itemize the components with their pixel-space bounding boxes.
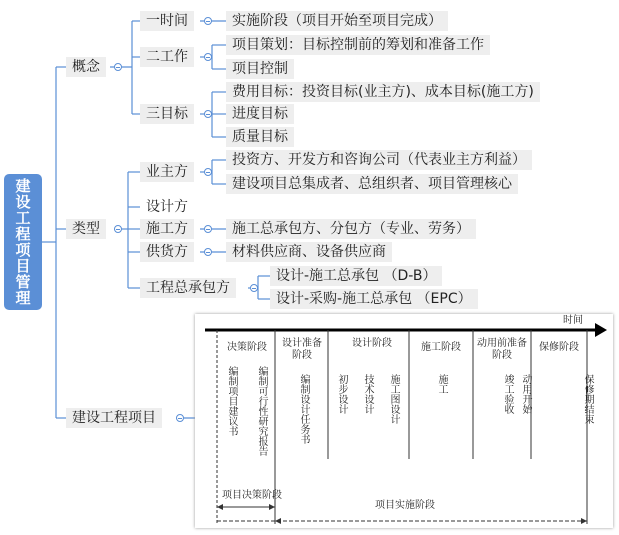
root-node[interactable]: 建设工程项目管理 bbox=[4, 174, 42, 310]
stage-label: 设计阶段 bbox=[352, 338, 392, 349]
task-label: 编制设计任务书 bbox=[298, 374, 309, 444]
node-supplier[interactable]: 供货方 bbox=[140, 242, 194, 262]
node-contractor-item-1[interactable]: 施工总承包方、分包方（专业、劳务） bbox=[226, 219, 476, 239]
node-owner-item-1[interactable]: 投资方、开发方和咨询公司（代表业主方利益） bbox=[226, 150, 532, 170]
task-label: 保修期结束 bbox=[582, 374, 593, 424]
collapse-icon[interactable] bbox=[204, 110, 212, 118]
stage-label: 施工阶段 bbox=[421, 342, 461, 353]
phase-decision-label: 项目决策阶段 bbox=[222, 490, 282, 501]
node-project[interactable]: 建设工程项目 bbox=[66, 408, 162, 428]
node-work[interactable]: 二工作 bbox=[140, 47, 194, 67]
stage-label: 决策阶段 bbox=[227, 342, 267, 353]
timeline-image[interactable] bbox=[195, 314, 613, 528]
node-epc-item-1[interactable]: 设计-施工总承包 （D-B） bbox=[270, 266, 442, 286]
node-time-item-1[interactable]: 实施阶段（项目开始至项目完成） bbox=[226, 11, 448, 31]
node-contractor[interactable]: 施工方 bbox=[140, 219, 194, 239]
task-label: 施工图设计 bbox=[388, 374, 399, 424]
task-label: 技术设计 bbox=[362, 374, 373, 414]
axis-label: 时间 bbox=[563, 315, 583, 326]
node-epc-contractor[interactable]: 工程总承包方 bbox=[140, 278, 236, 298]
stage-label: 动用前准备阶段 bbox=[477, 338, 527, 361]
task-label: 动用开始 bbox=[520, 374, 531, 414]
collapse-icon[interactable] bbox=[204, 53, 212, 61]
collapse-icon[interactable] bbox=[204, 168, 212, 176]
node-epc-item-2[interactable]: 设计-采购-施工总承包 （EPC） bbox=[270, 289, 478, 309]
node-designer[interactable]: 设计方 bbox=[140, 197, 194, 217]
task-label: 初步设计 bbox=[336, 374, 347, 414]
node-owner-item-2[interactable]: 建设项目总集成者、总组织者、项目管理核心 bbox=[226, 174, 518, 194]
node-time[interactable]: 一时间 bbox=[140, 11, 194, 31]
collapse-icon[interactable] bbox=[250, 284, 258, 292]
node-goal-item-1[interactable]: 费用目标：投资目标(业主方)、成本目标(施工方) bbox=[226, 82, 540, 102]
collapse-icon[interactable] bbox=[204, 248, 212, 256]
task-label: 施工 bbox=[436, 374, 447, 394]
task-label: 竣工验收 bbox=[502, 374, 513, 414]
collapse-icon[interactable] bbox=[176, 414, 184, 422]
task-label: 编制项目建议书 bbox=[226, 366, 237, 436]
collapse-icon[interactable] bbox=[204, 17, 212, 25]
node-supplier-item-1[interactable]: 材料供应商、设备供应商 bbox=[226, 242, 392, 262]
node-goal-item-3[interactable]: 质量目标 bbox=[226, 127, 294, 147]
stage-label: 设计准备阶段 bbox=[282, 338, 322, 361]
node-goal[interactable]: 三目标 bbox=[140, 104, 194, 124]
collapse-icon[interactable] bbox=[204, 225, 212, 233]
collapse-icon[interactable] bbox=[114, 63, 122, 71]
node-work-item-2[interactable]: 项目控制 bbox=[226, 59, 294, 79]
phase-implementation-label: 项目实施阶段 bbox=[375, 500, 435, 511]
collapse-icon[interactable] bbox=[114, 225, 122, 233]
stage-label: 保修阶段 bbox=[539, 342, 579, 353]
node-types[interactable]: 类型 bbox=[66, 219, 106, 239]
node-work-item-1[interactable]: 项目策划：目标控制前的筹划和准备工作 bbox=[226, 35, 490, 55]
node-goal-item-2[interactable]: 进度目标 bbox=[226, 104, 294, 124]
node-concept[interactable]: 概念 bbox=[66, 57, 106, 77]
node-owner[interactable]: 业主方 bbox=[140, 162, 194, 182]
task-label: 编制可行性研究报告 bbox=[256, 366, 267, 456]
